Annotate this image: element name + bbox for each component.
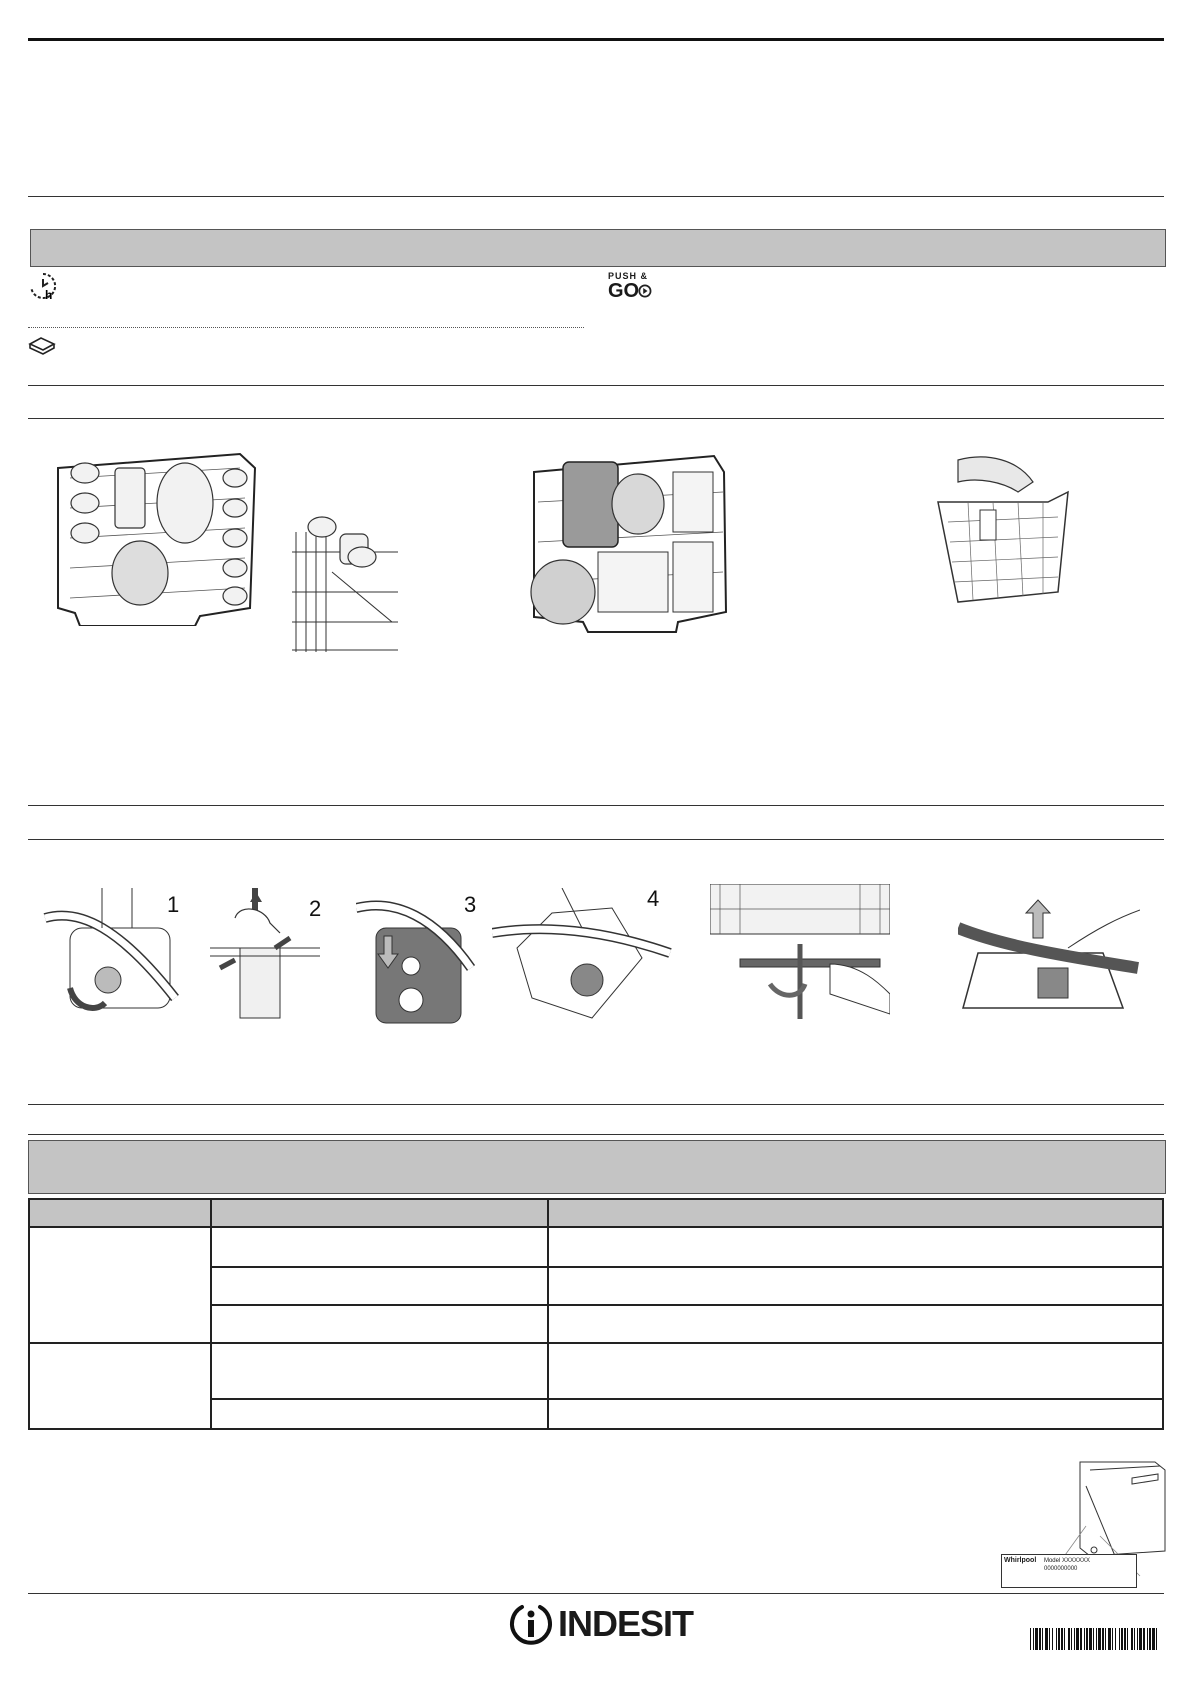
step-number-3: 3: [464, 892, 477, 917]
play-icon: [638, 283, 652, 299]
barcode-bar: [1074, 1628, 1075, 1650]
barcode-bar: [1089, 1628, 1092, 1650]
barcode-bar: [1102, 1628, 1104, 1650]
barcode-bar: [1121, 1628, 1123, 1650]
table-header-cell: [548, 1199, 1163, 1227]
table-cell: [211, 1343, 548, 1399]
lower-spray-arm-removal-illustration: [710, 884, 890, 1019]
sticker-brand: Whirlpool: [1004, 1557, 1037, 1564]
barcode-bar: [1115, 1628, 1116, 1650]
push-go-icon: [608, 271, 652, 303]
barcode-bar: [1045, 1628, 1048, 1650]
lower-basket-illustration: [528, 452, 728, 637]
table-cell: [548, 1305, 1163, 1343]
section-rule-3: [28, 418, 1164, 419]
table-row: [29, 1343, 1163, 1399]
barcode-bar: [1086, 1628, 1088, 1650]
table-header-row: [29, 1199, 1163, 1227]
section-rule-4: [28, 805, 1164, 806]
dotted-separator: [28, 327, 584, 328]
sticker-model: Model XXXXXXX: [1043, 1558, 1090, 1564]
table-cell: [548, 1267, 1163, 1305]
barcode-bar: [1137, 1628, 1138, 1650]
barcode-bar: [1096, 1628, 1097, 1650]
barcode-bar: [1119, 1628, 1120, 1650]
sticker-code: 0000000000: [1044, 1566, 1078, 1572]
barcode: [1030, 1628, 1160, 1650]
barcode-bar: [1098, 1628, 1101, 1650]
barcode-bar: [1080, 1628, 1082, 1650]
filter-step-1-illustration: [40, 888, 180, 1018]
push-go-bottom-label: GO: [608, 280, 640, 302]
cup-rack-illustration: [292, 512, 398, 660]
barcode-bar: [1147, 1628, 1148, 1650]
troubleshooting-table: [28, 1198, 1164, 1430]
barcode-bar: [1056, 1628, 1057, 1650]
section-header-band: [30, 229, 1166, 267]
clock-h-icon: [28, 271, 58, 301]
section-rule-6: [28, 1104, 1164, 1105]
footer-rule: [28, 1593, 1164, 1594]
section-rule-1: [28, 196, 1164, 197]
step-number-2: 2: [309, 896, 322, 921]
step-number-1: 1: [167, 892, 180, 917]
table-cell: [29, 1227, 211, 1343]
filter-step-2-illustration: [210, 888, 320, 1028]
filter-step-4-illustration: [492, 888, 672, 1028]
indesit-logo-mark: [508, 1601, 554, 1647]
barcode-bar: [1127, 1628, 1128, 1650]
barcode-bar: [1108, 1628, 1111, 1650]
table-cell: [211, 1227, 548, 1267]
barcode-bar: [1143, 1628, 1145, 1650]
table-cell: [211, 1305, 548, 1343]
troubleshooting-header-band: [28, 1140, 1166, 1194]
filter-step-3-illustration: [356, 888, 476, 1028]
table-cell: [29, 1343, 211, 1429]
cutlery-basket-illustration: [918, 452, 1078, 610]
rating-plate-sticker: [1001, 1554, 1137, 1588]
table-cell: [548, 1399, 1163, 1429]
barcode-bar: [1076, 1628, 1079, 1650]
barcode-bar: [1093, 1628, 1094, 1650]
barcode-bar: [1124, 1628, 1126, 1650]
barcode-bar: [1042, 1628, 1043, 1650]
table-cell: [211, 1399, 548, 1429]
barcode-bar: [1112, 1628, 1113, 1650]
section-rule-5: [28, 839, 1164, 840]
barcode-bar: [1139, 1628, 1142, 1650]
upper-basket-illustration: [50, 448, 260, 626]
barcode-bar: [1061, 1628, 1063, 1650]
section-rule-7: [28, 1134, 1164, 1135]
table-header-cell: [29, 1199, 211, 1227]
top-rule: [28, 38, 1164, 41]
table-header-cell: [211, 1199, 548, 1227]
barcode-bar: [1152, 1628, 1155, 1650]
table-cell: [548, 1343, 1163, 1399]
step-number-4: 4: [647, 886, 660, 911]
barcode-bar: [1039, 1628, 1041, 1650]
barcode-bar: [1084, 1628, 1085, 1650]
svg-text:h: h: [45, 288, 53, 301]
indesit-logo-text: INDESIT: [557, 1603, 693, 1644]
barcode-bar: [1134, 1628, 1135, 1650]
barcode-bar: [1052, 1628, 1053, 1650]
barcode-bar: [1064, 1628, 1065, 1650]
barcode-bar: [1030, 1628, 1031, 1650]
table-cell: [548, 1227, 1163, 1267]
barcode-bar: [1049, 1628, 1050, 1650]
upper-spray-arm-removal-illustration: [958, 898, 1140, 1018]
barcode-bar: [1058, 1628, 1060, 1650]
barcode-bar: [1149, 1628, 1151, 1650]
barcode-bar: [1105, 1628, 1106, 1650]
section-rule-2: [28, 385, 1164, 386]
barcode-bar: [1156, 1628, 1157, 1650]
detergent-tablet-icon: [28, 336, 56, 358]
barcode-bar: [1071, 1628, 1072, 1650]
indesit-logo: [508, 1600, 693, 1648]
table-cell: [211, 1267, 548, 1305]
barcode-bar: [1131, 1628, 1133, 1650]
barcode-bar: [1068, 1628, 1070, 1650]
table-row: [29, 1227, 1163, 1267]
push-go-top-label: PUSH &: [608, 271, 649, 281]
barcode-bar: [1035, 1628, 1038, 1650]
barcode-bar: [1033, 1628, 1034, 1650]
